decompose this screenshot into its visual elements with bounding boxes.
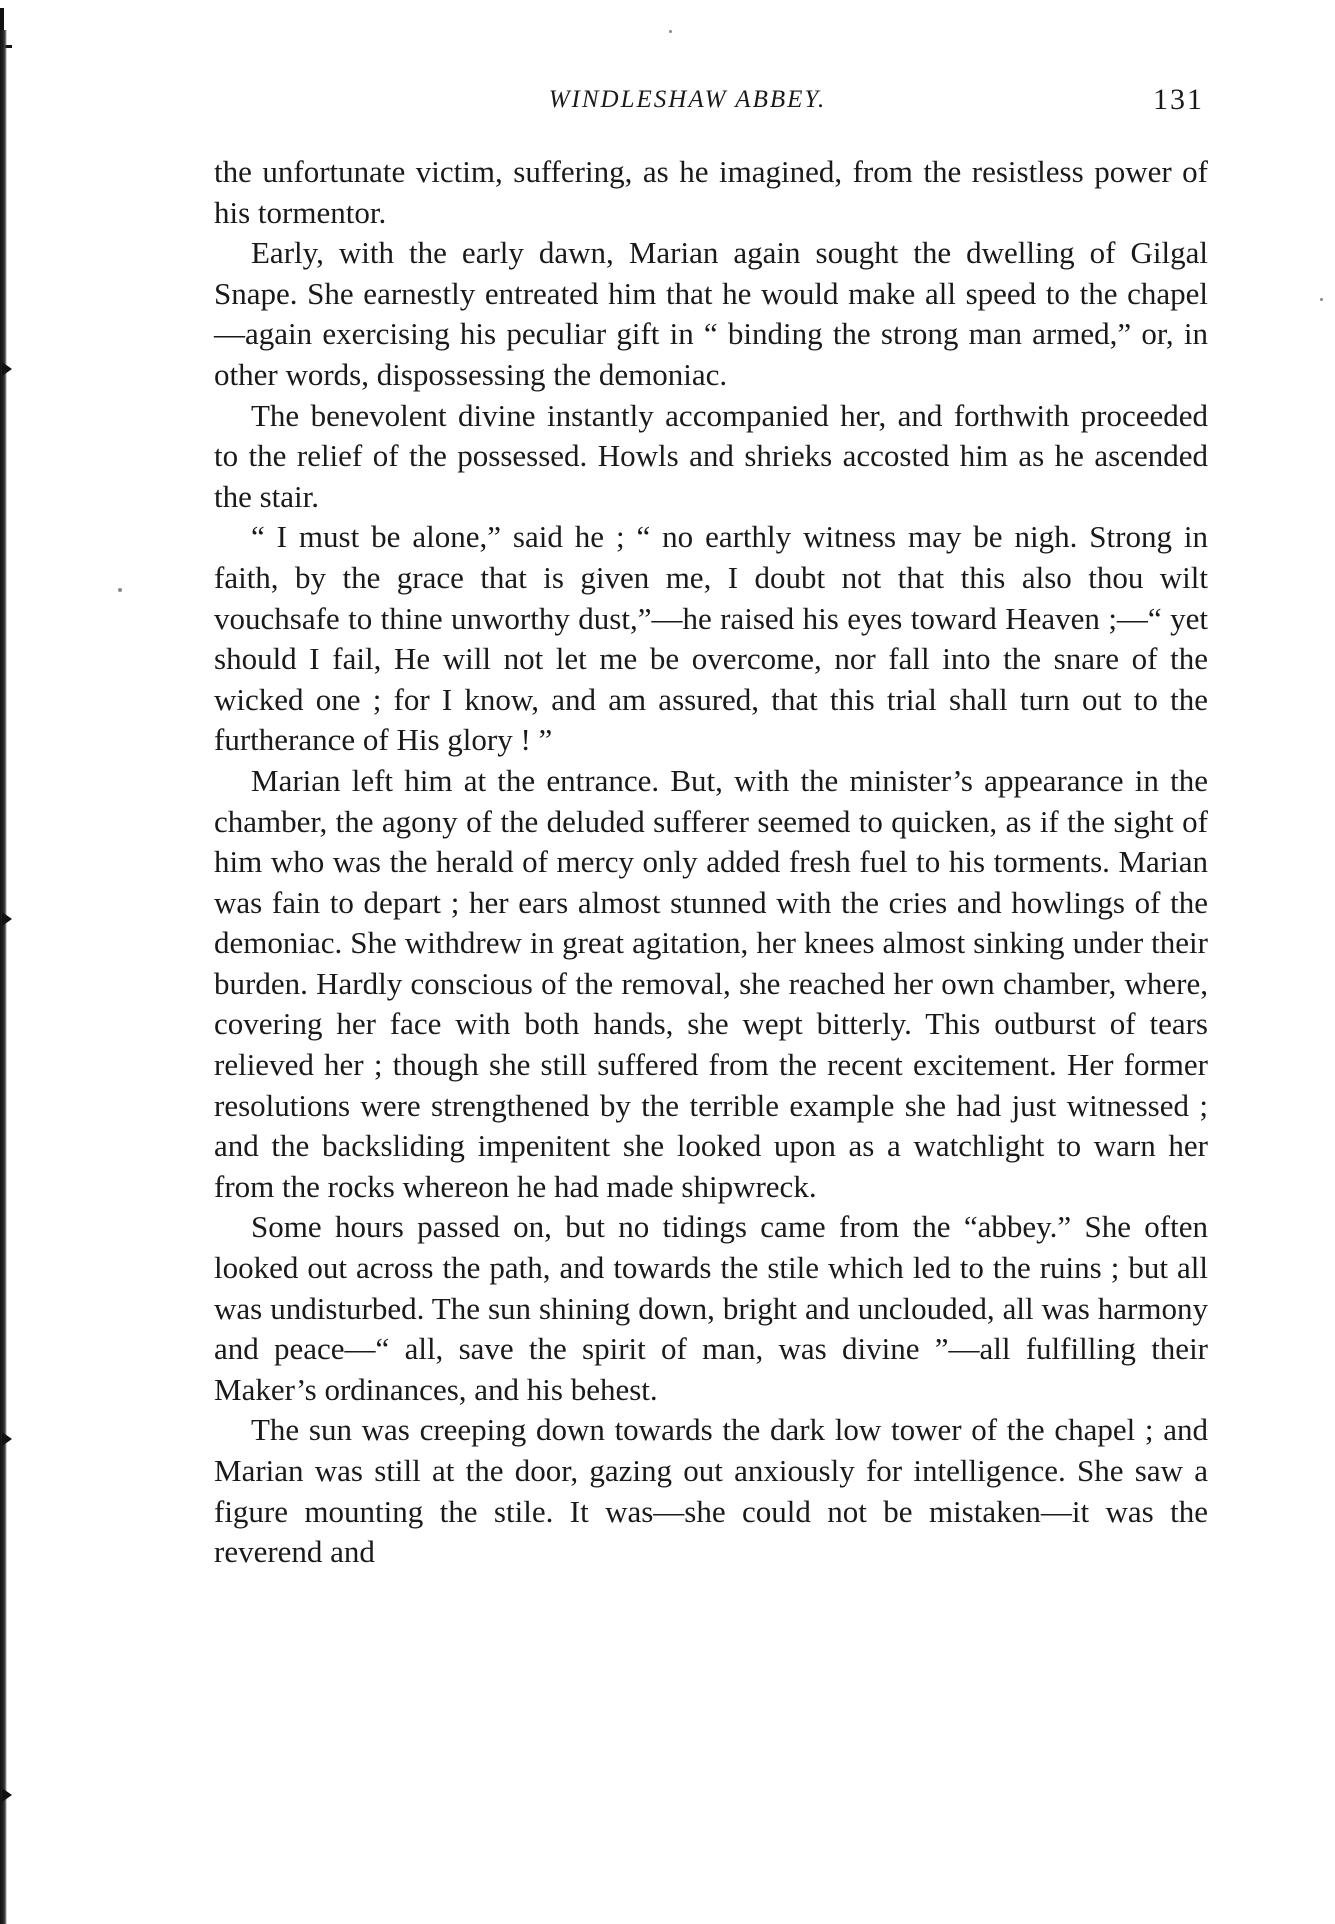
- paragraph: Early, with the early dawn, Marian again sought the dwelling of Gilgal Snape. She earnestly entreated him that he would make all speed to the chapel—again exercising his peculiar gift in “ binding the strong man armed,” or, in other words, dispossessing the demoniac.: [214, 235, 1208, 392]
- running-head: [0, 83, 1335, 126]
- running-title: WINDLESHAW ABBEY.: [548, 86, 827, 113]
- paragraph: the unfortunate victim, suffering, as he imagined, from the resistless power of his tormentor.: [214, 154, 1208, 230]
- scan-speck: [1320, 298, 1323, 301]
- paragraph: Marian left him at the entrance. But, with the minister’s appearance in the chamber, the agony of the deluded sufferer seemed to quicken, as if the sight of him who was the herald of mercy only added fresh fuel to his torments. Marian was fain to depart ; her ears almost stunned with the cries and howlings of the demoniac. She withdrew in great agitation, her knees almost sinking under their burden. Hardly conscious of the removal, she reached her own chamber, where, covering her face with both hands, she wept bitterly. This outburst of tears relieved her ; though she still suffered from the recent excitement. Her former resolutions were strengthened by the terrible example she had just witnessed ; and the backsliding impenitent she looked upon as a watchlight to warn her from the rocks whereon he had made shipwreck.: [214, 762, 1208, 1204]
- body-text: [214, 152, 1208, 1573]
- binding-edge: [0, 30, 7, 1924]
- paragraph: “ I must be alone,” said he ; “ no earthly witness may be nigh. Strong in faith, by the grace that is given me, I doubt not that this also thou wilt vouchsafe to thine unworthy dust,”—he raised his eyes toward Heaven ;—“ yet should I fail, He will not let me be overcome, nor fall into the snare of the wicked one ; for I know, and am assured, that this trial shall turn out to the furtherance of His glory ! ”: [214, 519, 1208, 758]
- paragraph: The benevolent divine instantly accompanied her, and forthwith proceeded to the relief of the possessed. Howls and shrieks accosted him as he ascended the stair.: [214, 397, 1208, 514]
- binding-mark: [2, 1788, 12, 1802]
- binding-mark: [2, 912, 12, 926]
- paragraph: The sun was creeping down towards the dark low tower of the chapel ; and Marian was still at the door, gazing out anxiously for intelligence. She saw a figure mounting the stile. It was—she could not be mistaken—it was the reverend and: [214, 1412, 1208, 1570]
- binding-mark: [2, 362, 12, 376]
- paragraph: Some hours passed on, but no tidings came from the “abbey.” She often looked out across the path, and towards the stile which led to the ruins ; but all was undisturbed. The sun shining down, bright and unclouded, all was harmony and peace—“ all, save the spirit of man, was divine ”—all fulfilling their Maker’s ordinances, and his behest.: [214, 1209, 1208, 1407]
- scan-speck: [669, 30, 672, 33]
- page-number: 131: [1153, 83, 1204, 116]
- scan-speck: [118, 588, 122, 592]
- binding-mark: [2, 1432, 12, 1446]
